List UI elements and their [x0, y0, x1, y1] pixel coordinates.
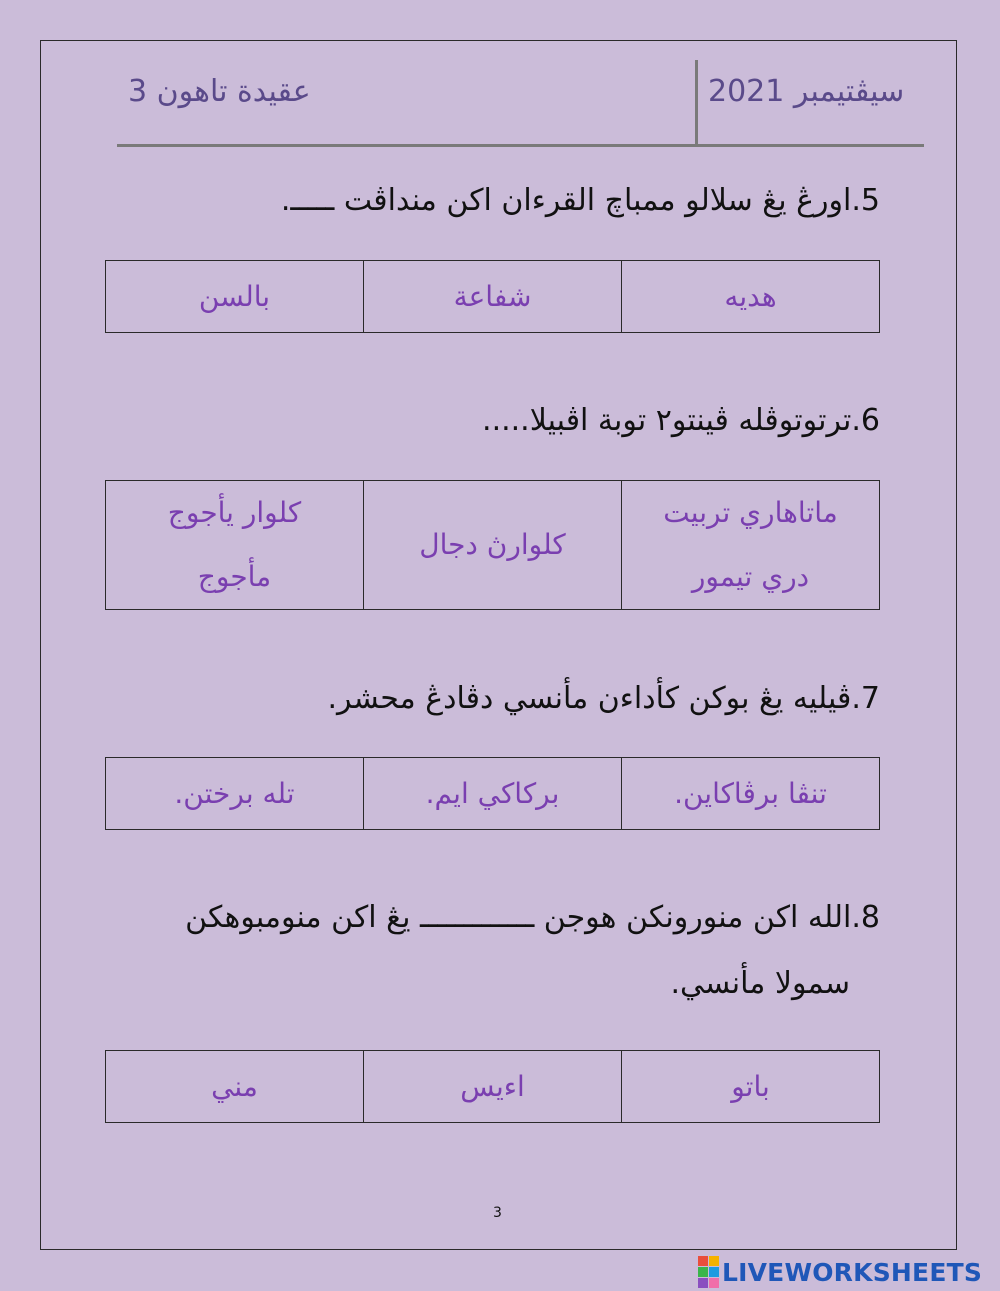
option-q8-c[interactable]: مني: [106, 1051, 364, 1123]
question-8-line1: 8.الله اكن منورونكن هوجن ـــــــــــــ يڠ اكن منومبوهكن: [185, 900, 880, 935]
page-number: 3: [493, 1205, 502, 1221]
question-7: 7.ڤيليه يڠ بوكن كأداءن مأنسي دڤادڠ محشر.: [327, 681, 880, 716]
option-q8-b[interactable]: اءيس: [364, 1051, 622, 1123]
option-q6-b[interactable]: [364, 481, 622, 610]
option-q6-c[interactable]: [106, 481, 364, 610]
liveworksheets-logo-icon: [698, 1256, 719, 1288]
option-q6-a-line1: ماتاهاري تربيت: [663, 496, 838, 529]
option-q7-c[interactable]: تله برختن.: [106, 758, 364, 830]
option-q8-a[interactable]: باتو: [622, 1051, 880, 1123]
question-8-line2: سمولا مأنسي.: [670, 966, 850, 1001]
option-q7-a[interactable]: تنڤا برڤاكاين.: [622, 758, 880, 830]
header-divider-horizontal: [117, 144, 924, 147]
option-q6-a-line2: دري تيمور: [691, 560, 810, 593]
date-label: سيڤتيمبر 2021: [708, 74, 905, 109]
options-table-6: [105, 480, 880, 610]
option-q6-a[interactable]: [622, 481, 880, 610]
option-q5-a[interactable]: هديه: [622, 261, 880, 333]
question-6: 6.ترتوتوڤله ڤينتو٢ توبة اڤبيلا.....: [482, 403, 880, 438]
option-q6-c-line2: مأجوج: [197, 560, 272, 593]
liveworksheets-brand[interactable]: [698, 1256, 982, 1288]
options-table-7: [105, 757, 880, 830]
brand-name: LIVEWORKSHEETS: [722, 1257, 983, 1287]
options-table-8: [105, 1050, 880, 1123]
option-q6-b-line1: كلوارڽ دجال: [419, 528, 566, 561]
question-5: 5.اورڠ يڠ سلالو ممباچ القرءان اكن منداڤت ـــــ.: [280, 183, 880, 218]
option-q6-c-line1: كلوار يأجوج: [167, 496, 302, 529]
option-q5-b[interactable]: شفاعة: [364, 261, 622, 333]
question-8: [120, 885, 880, 1017]
subject-title: عقيدة تاهون 3: [128, 74, 311, 109]
header-divider-vertical: [695, 60, 698, 147]
option-q7-b[interactable]: بركاكي ايم.: [364, 758, 622, 830]
options-table-5: [105, 260, 880, 333]
option-q5-c[interactable]: بالسن: [106, 261, 364, 333]
